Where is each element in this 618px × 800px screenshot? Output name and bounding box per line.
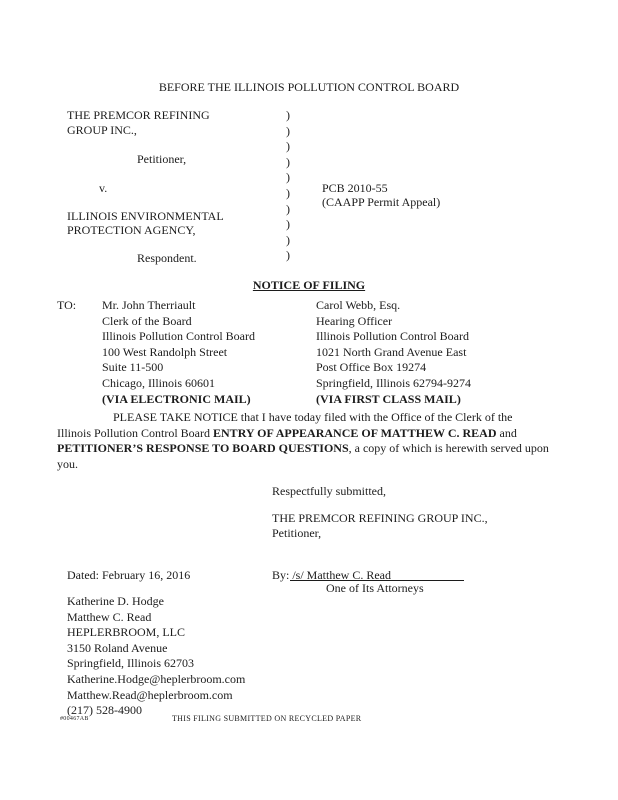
counsel-line: Matthew.Read@heplerbroom.com (67, 687, 233, 702)
recipient-left (102, 298, 255, 407)
recipient-right-line: Post Office Box 19274 (316, 360, 427, 375)
case-number: PCB 2010-55 (322, 181, 388, 195)
recipient-right-line: Hearing Officer (316, 313, 393, 328)
counsel-line: HEPLERBROOM, LLC (67, 625, 186, 640)
recipient-left-line: 100 West Randolph Street (102, 344, 228, 359)
petitioner-name-line1: THE PREMCOR REFINING (67, 108, 210, 122)
recycled-paper-notice: THIS FILING SUBMITTED ON RECYCLED PAPER (172, 714, 362, 723)
notice-body: PLEASE TAKE NOTICE that I have today filed with the Office of the Clerk of the Illinois Pollution Control Board ENTRY OF APPEARANCE OF MATTHEW C. READ and PETITIONER’S RESPONSE TO BOARD QUESTIONS, a copy of which is herewith served upon you. (57, 410, 549, 471)
recipient-right (316, 298, 471, 407)
attorneys-label: One of Its Attorneys (326, 581, 424, 595)
signing-party-line2: Petitioner, (272, 526, 322, 540)
case-type: (CAAPP Permit Appeal) (322, 195, 441, 209)
dated: Dated: February 16, 2016 (67, 568, 191, 582)
counsel-line: Katherine D. Hodge (67, 594, 164, 608)
notice-title: NOTICE OF FILING (252, 278, 366, 292)
respondent-name-line2: PROTECTION AGENCY, (67, 223, 196, 237)
counsel-line: Matthew C. Read (67, 609, 152, 624)
document-title-2: PETITIONER’S RESPONSE TO BOARD QUESTIONS (57, 441, 349, 455)
recipient-left-line: Suite 11-500 (102, 360, 164, 375)
recipient-right-via: (VIA FIRST CLASS MAIL) (316, 391, 461, 406)
caption-bracket: ) ) ) ) ) ) ) ) ) ) (286, 108, 290, 263)
recipient-left-via: (VIA ELECTRONIC MAIL) (102, 391, 251, 406)
recipient-right-line: 1021 North Grand Avenue East (316, 344, 467, 359)
recipient-left-line: Mr. John Therriault (102, 298, 196, 312)
versus: v. (99, 181, 108, 195)
respondent-role: Respondent. (137, 251, 197, 265)
recipient-right-line: Carol Webb, Esq. (316, 298, 401, 312)
document-code: #00467AB (60, 716, 89, 722)
counsel-block (67, 594, 245, 719)
counsel-line: (217) 528-4900 (67, 703, 142, 718)
signature-by: By: /s/ Matthew C. Read (272, 568, 391, 582)
recipient-right-line: Illinois Pollution Control Board (316, 329, 470, 344)
closing: Respectfully submitted, (272, 484, 386, 498)
recipient-right-line: Springfield, Illinois 62794-9274 (316, 375, 471, 390)
court-title: BEFORE THE ILLINOIS POLLUTION CONTROL BOARD (158, 80, 460, 94)
counsel-line: 3150 Roland Avenue (67, 640, 168, 655)
counsel-line: Katherine.Hodge@heplerbroom.com (67, 671, 246, 686)
petitioner-role: Petitioner, (137, 152, 187, 166)
to-label: TO: (57, 298, 77, 312)
petitioner-name-line2: GROUP INC., (67, 123, 137, 137)
recipient-left-line: Illinois Pollution Control Board (102, 329, 256, 344)
signing-party-line1: THE PREMCOR REFINING GROUP INC., (272, 511, 488, 525)
respondent-name-line1: ILLINOIS ENVIRONMENTAL (67, 209, 224, 223)
document-title-1: ENTRY OF APPEARANCE OF MATTHEW C. READ (213, 425, 497, 440)
counsel-line: Springfield, Illinois 62703 (67, 656, 194, 671)
recipient-left-line: Chicago, Illinois 60601 (102, 375, 215, 390)
recipient-left-line: Clerk of the Board (102, 313, 192, 328)
